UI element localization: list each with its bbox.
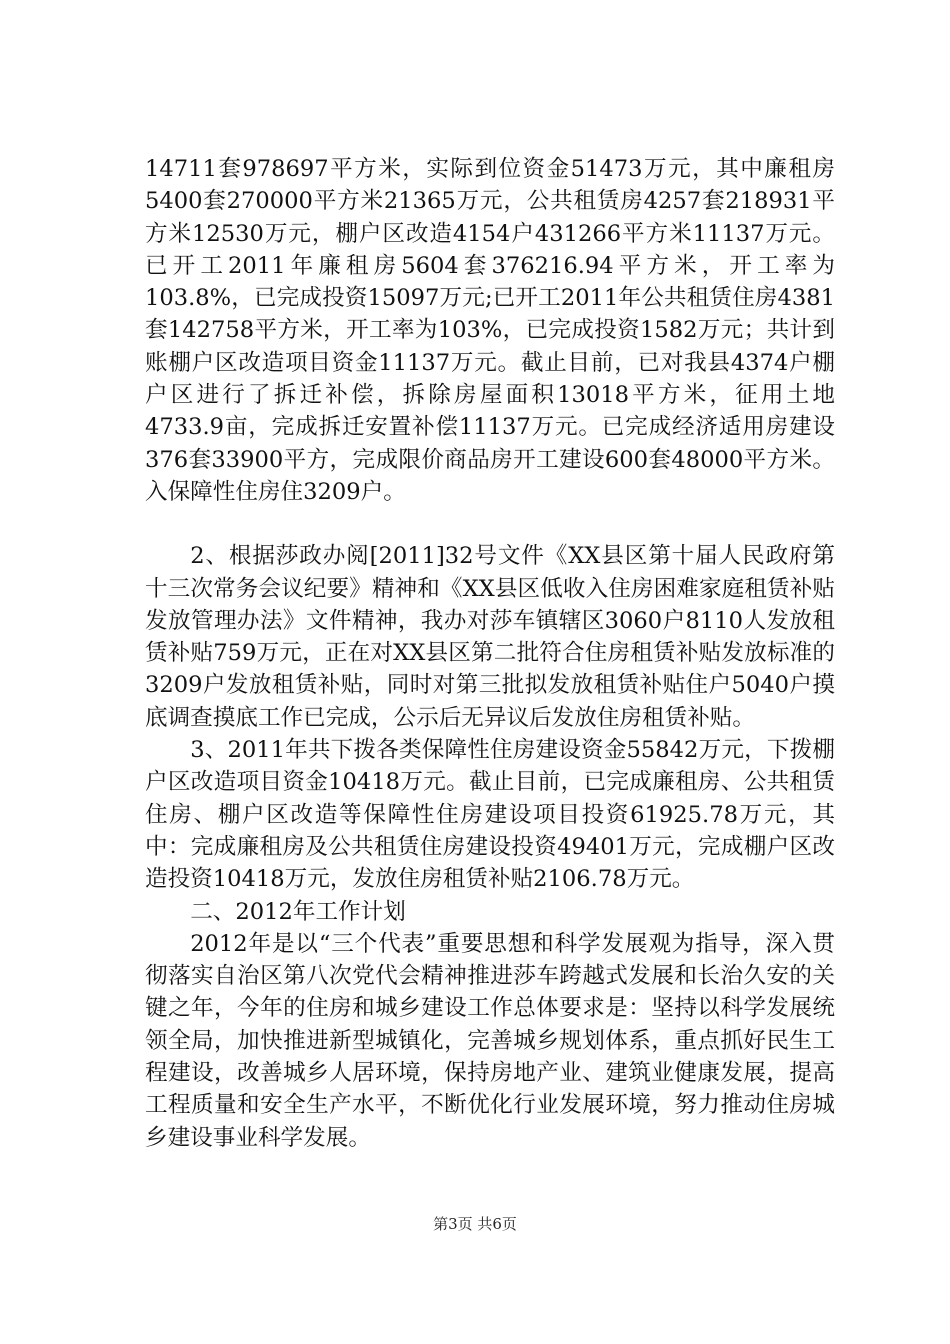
page-footer: 第3页 共6页 <box>433 1215 517 1233</box>
paragraph-funding-2011: 3、2011年共下拨各类保障性住房建设资金55842万元，下拨棚户区改造项目资金10418万元。截止目前，已完成廉租房、公共租赁住房、棚户区改造等保障性住房建设项目投资61925.78万元，其中：完成廉租房及公共租赁住房建设投资49401万元，完成棚户区改造投资10418万元，发放住房租赁补贴2106.78万元。 <box>145 737 835 893</box>
paragraph-2012-plan: 2012年是以“三个代表”重要思想和科学发展观为指导，深入贯彻落实自治区第八次党代会精神推进莎车跨越式发展和长治久安的关键之年，今年的住房和城乡建设工作总体要求是：坚持以科学发展统领全局，加快推进新型城镇化，完善城乡规划体系，重点抓好民生工程建设，改善城乡人居环境，保持房地产业、建筑业健康发展，提高工程质量和安全生产水平，不断优化行业发展环境，努力推动住房城乡建设事业科学发展。 <box>145 930 835 1151</box>
document-body <box>145 153 835 1154</box>
section-heading-2012-plan: 二、2012年工作计划 <box>190 898 406 925</box>
paragraph-housing-stats: 14711套978697平方米，实际到位资金51473万元，其中廉租房5400套270000平方米21365万元，公共租赁房4257套218931平方米12530万元，棚户区改造4154户431266平方米11137万元。已开工2011年廉租房5604套376216.94平方米，开工率为103.8%，已完成投资15097万元;已开工2011年公共租赁住房4381套142758平方米，开工率为103%，已完成投资1582万元；共计到账棚户区改造项目资金11137万元。截止目前，已对我县4374户棚户区进行了拆迁补偿，拆除房屋面积13018平方米，征用土地4733.9亩，完成拆迁安置补偿11137万元。已完成经济适用房建设376套33900平方，完成限价商品房开工建设600套48000平方米。入保障性住房住3209户。 <box>145 156 835 505</box>
paragraph-rental-subsidy: 2、根据莎政办阅[2011]32号文件《XX县区第十届人民政府第十三次常务会议纪要》精神和《XX县区低收入住房困难家庭租赁补贴发放管理办法》文件精神，我办对莎车镇辖区3060户8110人发放租赁补贴759万元，正在对XX县区第二批符合住房租赁补贴发放标准的3209户发放租赁补贴，同时对第三批拟发放租赁补贴住户5040户摸底调查摸底工作已完成，公示后无异议后发放住房租赁补贴。 <box>145 543 835 731</box>
